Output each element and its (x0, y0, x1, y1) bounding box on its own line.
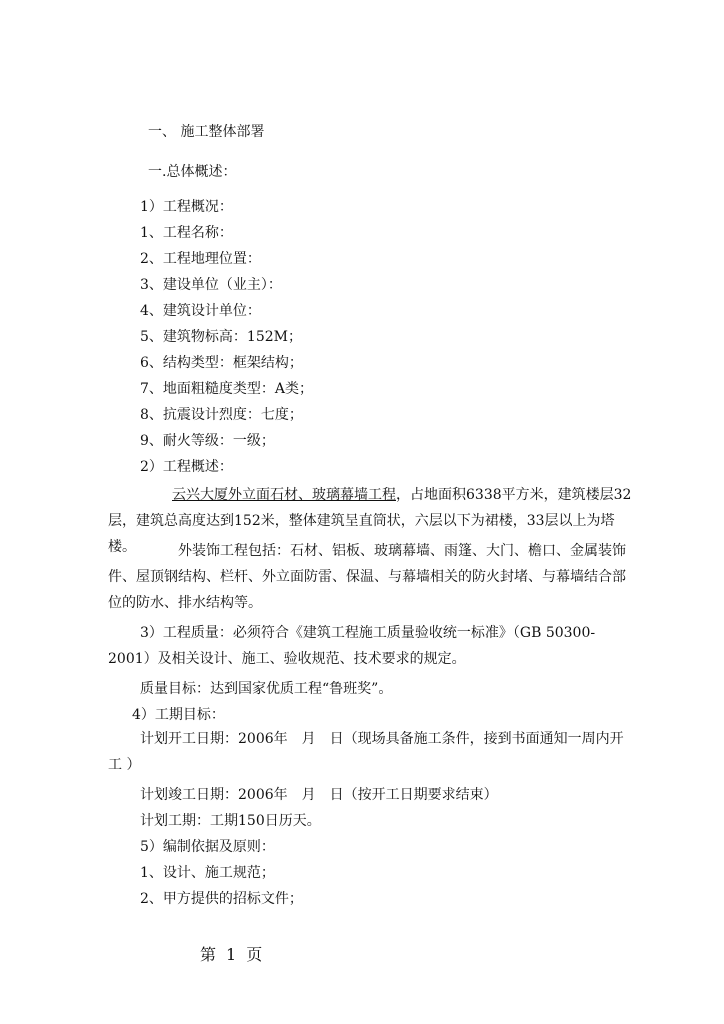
page-suffix: 页 (246, 945, 263, 964)
page-number-value: 1 (226, 945, 237, 964)
project-info-item: 1、工程名称： (140, 225, 233, 241)
schedule-title: 4）工期目标： (132, 707, 225, 723)
planned-end-date: 计划竣工日期：2006年 月 日（按开工日期要求结束） (140, 787, 498, 803)
section-heading: 一、 施工整体部署 (148, 124, 265, 140)
overview-subheading: 一.总体概述： (148, 164, 237, 180)
project-info-item: 4、建筑设计单位： (140, 303, 261, 319)
project-info-item: 7、地面粗糙度类型：A类； (140, 381, 314, 397)
quality-paragraph: 3）工程质量：必须符合《建筑工程施工质量验收统一标准》（GB 50300-2001）及相关设计、施工、验收规范、技术要求的规定。 (108, 625, 596, 667)
quality-goal: 质量目标：达到国家优质工程“鲁班奖”。 (140, 681, 393, 697)
project-info-item: 5、建筑物标高：152M； (140, 329, 302, 345)
project-summary-title: 2）工程概述： (140, 459, 233, 475)
basis-item: 2、甲方提供的招标文件； (140, 891, 303, 907)
basis-title: 5）编制依据及原则： (140, 839, 275, 855)
basis-item: 1、设计、施工规范； (140, 865, 275, 881)
planned-start-date: 计划开工日期：2006年 月 日（现场具备施工条件，接到书面通知一周内开工 ） (108, 731, 624, 773)
page-prefix: 第 (200, 945, 217, 964)
project-info-item: 6、结构类型：框架结构； (140, 355, 303, 371)
decoration-scope-paragraph: 外装饰工程包括：石材、铝板、玻璃幕墙、雨篷、大门、檐口、金属装饰件、屋顶钢结构、栏杆、外立面防雷、保温、与幕墙相关的防火封堵、与幕墙结合部位的防水、排水结构等。 (108, 543, 626, 611)
project-info-item: 2、工程地理位置： (140, 251, 261, 267)
planned-duration: 计划工期：工期150日历天。 (140, 813, 321, 829)
page-number (200, 945, 272, 965)
project-info-title: 1）工程概况： (140, 199, 233, 215)
project-info-item: 8、抗震设计烈度：七度； (140, 407, 303, 423)
project-info-item: 3、建设单位（业主）： (140, 277, 282, 293)
project-name-underlined: 云兴大厦外立面石材、玻璃幕墙工程 (172, 487, 396, 503)
project-summary-text: ，占地面积6338平方米，建筑楼层32层，建筑总高度达到152米，整体建筑呈直筒状，六层以下为裙楼，33层以上为塔楼。 (108, 487, 632, 555)
project-info-item: 9、耐火等级：一级； (140, 433, 275, 449)
